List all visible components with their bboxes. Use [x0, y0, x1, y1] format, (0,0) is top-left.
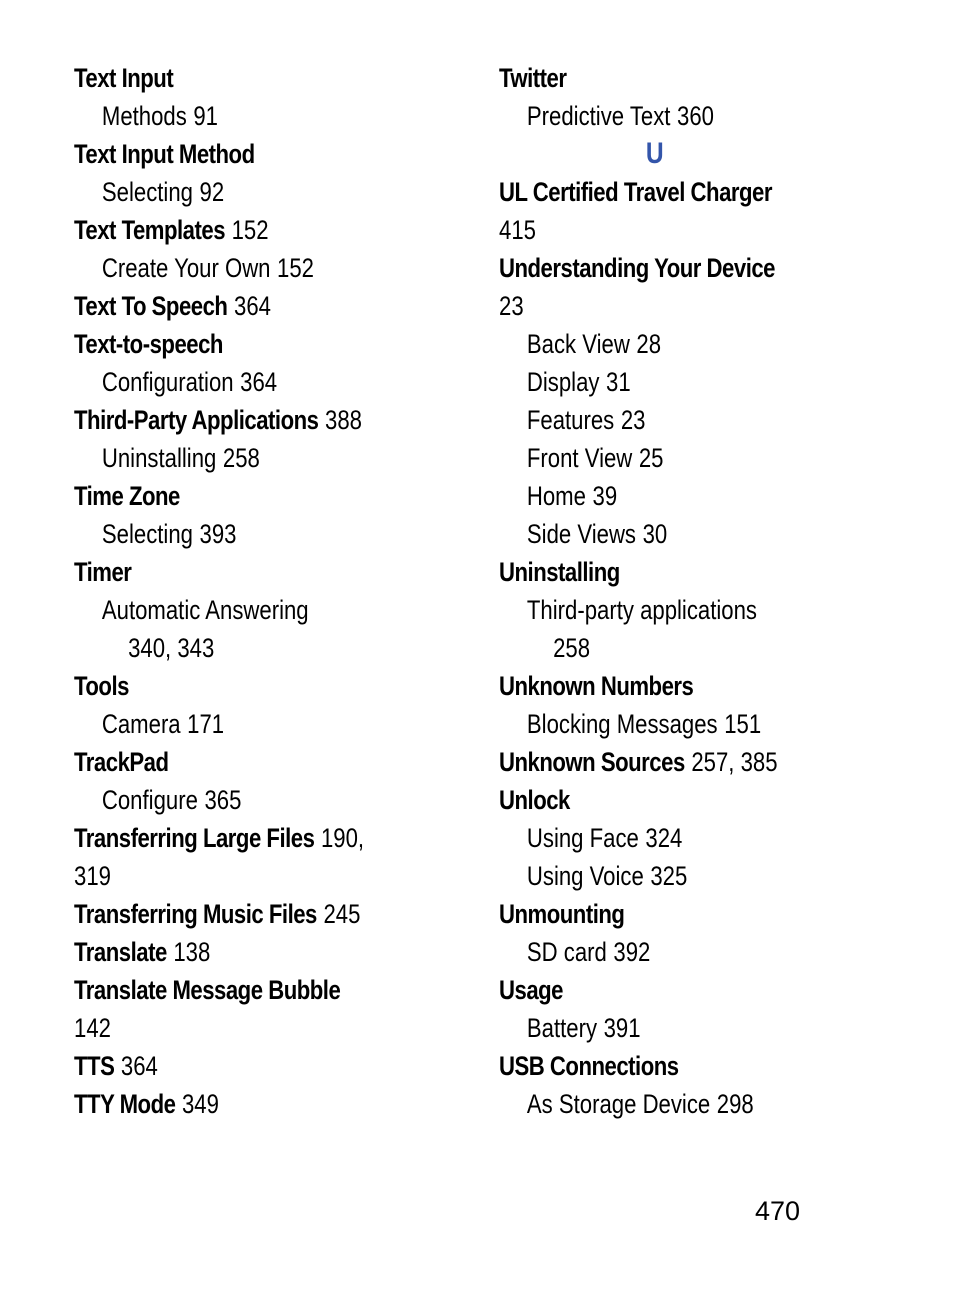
- index-term: Timer: [74, 557, 132, 587]
- index-term: Twitter: [499, 63, 567, 93]
- index-term: 23: [499, 291, 524, 321]
- index-page-ref: 171: [187, 709, 225, 739]
- index-term: 258: [553, 633, 591, 663]
- index-term: Battery: [526, 1013, 598, 1043]
- index-term: As Storage Device: [526, 1089, 711, 1119]
- index-entry: [74, 667, 402, 705]
- index-term: UL Certified Travel Charger: [499, 177, 772, 207]
- index-entry: [499, 971, 843, 1009]
- index-entry: [74, 135, 402, 173]
- index-entry: [499, 781, 843, 819]
- index-subentry: [499, 401, 843, 439]
- index-term: Text Input Method: [74, 139, 255, 169]
- index-subentry: [499, 325, 843, 363]
- index-term: Display: [526, 367, 600, 397]
- index-term: Third-Party Applications: [74, 405, 319, 435]
- index-page-ref: 23: [620, 405, 646, 435]
- index-term: Configure: [101, 785, 198, 815]
- index-page-ref: 388: [325, 405, 362, 435]
- index-page-ref: 190,: [320, 823, 365, 853]
- index-subentry: [499, 363, 843, 401]
- index-page-ref: 393: [199, 519, 237, 549]
- index-entry: [74, 933, 402, 971]
- index-page-ref: 31: [606, 367, 631, 397]
- index-entry: [74, 895, 402, 933]
- index-term: Uninstalling: [499, 557, 620, 587]
- index-entry: [499, 1047, 843, 1085]
- index-subentry: [74, 173, 402, 211]
- index-term: Text To Speech: [74, 291, 228, 321]
- index-subentry: [499, 439, 843, 477]
- index-subentry: [499, 857, 843, 895]
- index-term: Features: [526, 405, 615, 435]
- index-entry: [74, 1085, 402, 1123]
- index-page-ref: 364: [240, 367, 278, 397]
- index-term: Tools: [74, 671, 129, 701]
- index-entry: [499, 743, 843, 781]
- index-term: Selecting: [101, 519, 193, 549]
- index-entry-continuation: [74, 629, 402, 667]
- index-entry: [74, 59, 402, 97]
- index-term: Back View: [526, 329, 630, 359]
- index-term: 319: [74, 861, 111, 891]
- index-term: Front View: [526, 443, 633, 473]
- index-subentry: [74, 97, 402, 135]
- index-subentry: [499, 819, 843, 857]
- index-page-ref: 392: [613, 937, 651, 967]
- index-entry: [74, 1047, 402, 1085]
- index-term: Automatic Answering: [101, 595, 309, 625]
- index-page-ref: 298: [716, 1089, 754, 1119]
- index-page-ref: 30: [642, 519, 668, 549]
- index-term: USB Connections: [499, 1051, 679, 1081]
- index-right-column: [499, 59, 919, 1123]
- index-page-ref: 91: [193, 101, 218, 131]
- index-term: Time Zone: [74, 481, 180, 511]
- index-term: Text Templates: [74, 215, 226, 245]
- index-term: Using Voice: [526, 861, 644, 891]
- index-term: Unlock: [499, 785, 570, 815]
- index-entry: [499, 895, 843, 933]
- index-term: Unknown Sources: [499, 747, 685, 777]
- index-entry: [74, 477, 402, 515]
- index-term: Uninstalling: [101, 443, 217, 473]
- index-page-ref: 324: [645, 823, 683, 853]
- index-page-ref: 28: [636, 329, 662, 359]
- index-term: Home: [526, 481, 586, 511]
- index-subentry: [499, 1009, 843, 1047]
- index-term: 415: [499, 215, 536, 245]
- index-entry: [74, 971, 402, 1009]
- index-page-ref: 138: [173, 937, 211, 967]
- index-page-ref: 92: [199, 177, 225, 207]
- index-subentry: [499, 705, 843, 743]
- index-entry: [74, 401, 402, 439]
- index-entry-continuation: [499, 287, 843, 325]
- index-entry: [74, 287, 402, 325]
- index-page-ref: 349: [181, 1089, 219, 1119]
- index-entry: [74, 325, 402, 363]
- index-term: Understanding Your Device: [499, 253, 776, 283]
- index-subentry: [499, 1085, 843, 1123]
- index-page-ref: 360: [677, 101, 714, 131]
- index-page-ref: 245: [323, 899, 361, 929]
- index-term: Third-party applications: [526, 595, 758, 625]
- index-entry: [74, 553, 402, 591]
- index-page-ref: 391: [603, 1013, 641, 1043]
- index-entry: [499, 249, 843, 287]
- index-term: Text Input: [74, 63, 174, 93]
- index-term: Selecting: [101, 177, 193, 207]
- index-term: Camera: [101, 709, 181, 739]
- index-page-ref: 25: [638, 443, 664, 473]
- index-left-column: [74, 59, 474, 1123]
- index-term: Text-to-speech: [74, 329, 223, 359]
- index-term: Usage: [499, 975, 563, 1005]
- index-term: 340, 343: [128, 633, 215, 663]
- index-subentry: [74, 705, 402, 743]
- index-term: Translate: [74, 937, 167, 967]
- index-term: Predictive Text: [526, 101, 671, 131]
- index-term: Blocking Messages: [526, 709, 718, 739]
- index-subentry: [499, 97, 843, 135]
- index-term: Configuration: [101, 367, 234, 397]
- index-subentry: [74, 439, 402, 477]
- index-subentry: [74, 249, 402, 287]
- index-term: SD card: [526, 937, 607, 967]
- index-term: Translate Message Bubble: [74, 975, 341, 1005]
- index-term: Create Your Own: [101, 253, 271, 283]
- index-subentry: [74, 781, 402, 819]
- index-term: Using Face: [526, 823, 639, 853]
- index-section-letter: U: [645, 137, 664, 170]
- index-subentry: [74, 515, 402, 553]
- index-term: Transferring Music Files: [74, 899, 317, 929]
- index-entry: [74, 819, 402, 857]
- index-term: TTY Mode: [74, 1089, 176, 1119]
- index-term: TTS: [74, 1051, 115, 1081]
- index-subentry: [74, 363, 402, 401]
- index-entry: [499, 553, 843, 591]
- index-entry-continuation: [499, 629, 843, 667]
- index-page-ref: 258: [222, 443, 260, 473]
- index-entry-continuation: [499, 211, 843, 249]
- index-term: Transferring Large Files: [74, 823, 315, 853]
- index-entry: [499, 173, 843, 211]
- index-page-ref: 152: [277, 253, 315, 283]
- index-page-ref: 325: [650, 861, 688, 891]
- index-term: Unknown Numbers: [499, 671, 694, 701]
- index-page-ref: 152: [231, 215, 269, 245]
- index-entry-continuation: [74, 1009, 402, 1047]
- index-subentry: [499, 515, 843, 553]
- index-page-ref: 257, 385: [691, 747, 778, 777]
- index-entry-continuation: [74, 857, 402, 895]
- index-term: TrackPad: [74, 747, 169, 777]
- index-page-ref: 364: [120, 1051, 158, 1081]
- index-page-ref: 365: [204, 785, 242, 815]
- index-page-ref: 39: [592, 481, 618, 511]
- index-page-ref: 364: [234, 291, 271, 321]
- index-entry: [499, 667, 843, 705]
- index-term: Methods: [101, 101, 187, 131]
- index-page-ref: 151: [724, 709, 762, 739]
- index-subentry: [499, 933, 843, 971]
- index-term: Unmounting: [499, 899, 625, 929]
- page-number: 470: [755, 1196, 801, 1226]
- index-subentry: [74, 591, 402, 629]
- index-subentry: [499, 591, 843, 629]
- index-entry: [74, 211, 402, 249]
- index-entry: [499, 59, 843, 97]
- index-term: 142: [74, 1013, 111, 1043]
- index-subentry: [499, 477, 843, 515]
- index-entry: [74, 743, 402, 781]
- index-term: Side Views: [526, 519, 637, 549]
